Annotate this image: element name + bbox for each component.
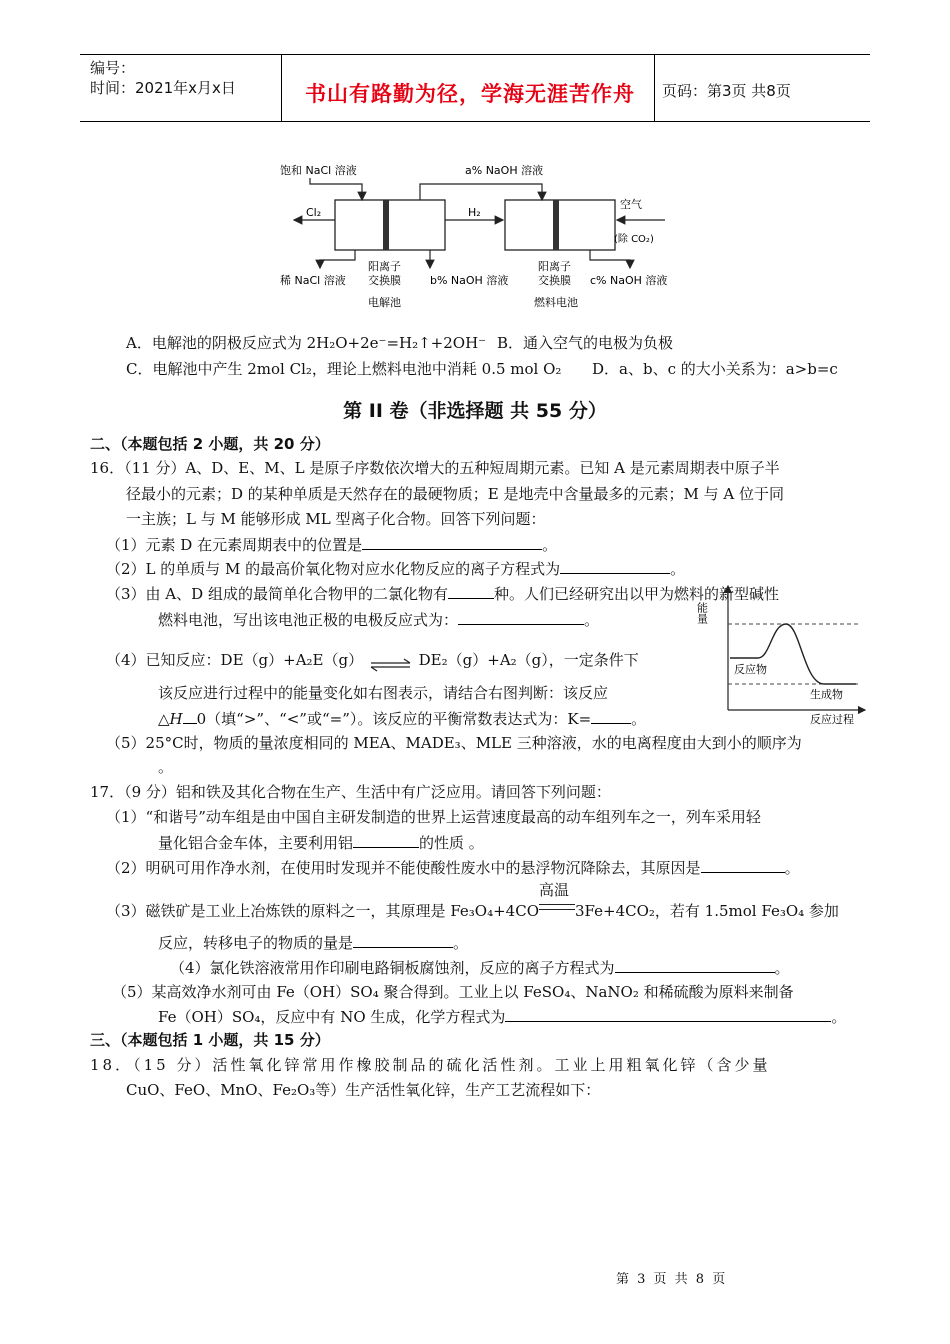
energy-reactant-label: 反应物: [734, 663, 767, 676]
q16-sub3-end: 。: [584, 611, 600, 629]
feed-line-naoh: [420, 184, 542, 200]
q17-sub2: [106, 857, 800, 878]
q16-sub3-cont: [158, 609, 599, 630]
q16-sub2-text: （2）L 的单质与 M 的最高价氧化物对应水化物反应的离子方程式为: [106, 560, 561, 578]
q16-sub1-end: 。: [542, 536, 558, 554]
q16-sub4-text-a: （4）已知反应：DE（g）+A₂E（g）: [106, 651, 364, 669]
q17-sub5b-text: Fe（OH）SO₄，反应中有 NO 生成，化学方程式为: [158, 1008, 506, 1026]
energy-product-label: 生成物: [810, 688, 843, 701]
label-sat-nacl: 饱和 NaCl 溶液: [280, 164, 357, 177]
q17-sub1b: [158, 832, 484, 853]
q17-sub2-end: 。: [784, 859, 800, 877]
header-divider-1: [281, 54, 282, 122]
q16-sub2: [106, 558, 685, 579]
label-membrane-1b: 交换膜: [368, 274, 401, 287]
fuel-cell-box: [505, 200, 615, 250]
q17-sub4: [170, 957, 790, 978]
label-air-note: (除 CO₂): [614, 234, 654, 245]
q16-sub1: [106, 534, 557, 555]
q16-sub3: [106, 583, 779, 604]
q16-line1: 16．（11 分）A、D、E、M、L 是原子序数依次增大的五种短周期元素。已知 A 是元素周期表中原子半: [90, 459, 780, 477]
time-label: 时间：2021年x月x日: [90, 79, 236, 97]
q16-sub4-text-d: 0（填“>”、“<”或“=”）。该反应的平衡常数表达式为：K=: [196, 710, 592, 728]
q16-sub4-end: 。: [631, 710, 647, 728]
option-a: A．电解池的阴极反应式为 2H₂O+2e⁻=H₂↑+2OH⁻: [126, 334, 487, 352]
q17-sub3: [106, 881, 839, 921]
q17-sub1-blank[interactable]: [353, 832, 419, 848]
out-line-nacl: [320, 250, 355, 268]
q16-sub4-blank-a[interactable]: [183, 708, 197, 724]
label-electrolysis-cell: 电解池: [368, 296, 401, 309]
q16-sub5: （5）25°C时，物质的量浓度相同的 MEA、MADE₃、MLE 三种溶液，水的电离程度由大到小的顺序为: [106, 734, 802, 752]
page-footer: 第 3 页 共 8 页: [616, 1272, 728, 1287]
q17-sub3-end: 。: [453, 934, 469, 952]
out-line-naoh-c: [590, 250, 630, 268]
q17-sub4-end: 。: [774, 959, 790, 977]
energy-diagram: [695, 580, 870, 726]
electrolysis-cell-box: [335, 200, 445, 250]
feed-line-nacl: [310, 178, 362, 200]
q17-sub5a: （5）某高效净水剂可由 Fe（OH）SO₄ 聚合得到。工业上以 FeSO₄、NaNO₂ 和稀硫酸为原料来制备: [112, 983, 794, 1001]
header-left: [90, 58, 236, 98]
part-3-heading: 三、（本题包括 1 小题，共 15 分）: [90, 1031, 330, 1049]
part-2-heading: 二、（本题包括 2 小题，共 20 分）: [90, 435, 330, 453]
option-d: D．a、b、c 的大小关系为：a>b=c: [592, 360, 838, 378]
q16-sub4-line2: 该反应进行过程中的能量变化如右图表示，请结合右图判断：该反应: [158, 684, 609, 702]
membrane-1: [383, 200, 389, 250]
delta-h-symbol: △H: [158, 710, 183, 728]
header-top-rule: [80, 54, 870, 55]
q16-sub4-blank-b[interactable]: [591, 708, 631, 724]
reaction-condition-label: 高温: [539, 881, 570, 899]
q16-sub2-end: 。: [670, 560, 686, 578]
equals-sign-icon: [539, 904, 575, 910]
energy-xlabel: 反应过程: [810, 713, 854, 726]
membrane-2: [553, 200, 559, 250]
energy-ylabel: 能量: [695, 602, 709, 624]
q16-sub5-end: 。: [158, 758, 174, 776]
q17-sub3-text-b: 3Fe+4CO₂，若有 1.5mol Fe₃O₄ 参加: [575, 902, 839, 920]
label-dilute-nacl: 稀 NaCl 溶液: [280, 274, 346, 287]
label-cl2: Cl₂: [306, 206, 322, 219]
label-naoh-a: a% NaOH 溶液: [465, 164, 544, 177]
q16-sub4: [106, 650, 639, 671]
header-page-info: 页码：第3页 共8页: [662, 82, 791, 100]
section-2-title: 第 II 卷（非选择题 共 55 分）: [343, 400, 607, 422]
q16-sub3-text-b: 种。人们已经研究出以甲为燃料的新型碱性: [493, 585, 779, 603]
label-naoh-c: c% NaOH 溶液: [590, 274, 668, 287]
label-membrane-1: 阳离子: [368, 260, 401, 273]
label-fuel-cell: 燃料电池: [534, 296, 578, 309]
q16-sub3-text-c: 燃料电池，写出该电池正极的电极反应式为：: [158, 611, 459, 629]
q16-sub3-blank-b[interactable]: [458, 609, 584, 625]
q16-sub1-blank[interactable]: [362, 534, 542, 550]
q17-sub4-text: （4）氯化铁溶液常用作印刷电路铜板腐蚀剂，反应的离子方程式为: [170, 959, 615, 977]
option-b: B．通入空气的电极为负极: [497, 334, 674, 352]
q17-line1: 17．（9 分）铝和铁及其化合物在生产、生活中有广泛应用。请回答下列问题：: [90, 783, 611, 801]
q17-sub1b-text: 量化铝合金车体，主要利用铝: [158, 834, 354, 852]
q18-line1: 18．（15 分）活性氧化锌常用作橡胶制品的硫化活性剂。工业上用粗氧化锌（含少量: [90, 1056, 771, 1074]
q16-sub4-line3: [158, 708, 646, 729]
reaction-condition: [539, 881, 575, 916]
q17-sub5-end: 。: [831, 1008, 847, 1026]
header-divider-2: [654, 54, 655, 122]
q17-sub5-blank[interactable]: [505, 1006, 831, 1022]
q17-sub3-blank[interactable]: [353, 932, 453, 948]
option-c: C．电解池中产生 2mol Cl₂，理论上燃料电池中消耗 0.5 mol O₂: [126, 360, 562, 378]
electrolysis-diagram: [280, 160, 680, 315]
header-bottom-rule: [80, 121, 870, 122]
label-air: 空气: [620, 198, 642, 211]
q17-sub2-text: （2）明矾可用作净水剂，在使用时发现并不能使酸性废水中的悬浮物沉降除去，其原因是: [106, 859, 701, 877]
q17-sub3-text-c: 反应，转移电子的物质的量是: [158, 934, 354, 952]
q17-sub5b: [158, 1006, 846, 1027]
q17-sub2-blank[interactable]: [701, 857, 785, 873]
q17-sub1b-end: 的性质 。: [419, 834, 484, 852]
header-motto: 书山有路勤为径，学海无涯苦作舟: [305, 82, 635, 106]
q17-sub4-blank[interactable]: [615, 957, 775, 973]
q16-sub4-text-b: DE₂（g）+A₂（g），一定条件下: [418, 651, 639, 669]
q16-sub3-text: （3）由 A、D 组成的最简单化合物甲的二氯化物有: [106, 585, 448, 603]
equilibrium-arrow-icon: [368, 651, 414, 671]
q16-line3: 一主族；L 与 M 能够形成 ML 型离子化合物。回答下列问题：: [126, 510, 546, 528]
q17-sub3-text-a: （3）磁铁矿是工业上冶炼铁的原料之一，其原理是 Fe₃O₄+4CO: [106, 902, 539, 920]
q16-sub1-text: （1）元素 D 在元素周期表中的位置是: [106, 536, 363, 554]
q18-line2: CuO、FeO、MnO、Fe₂O₃等）生产活性氧化锌，生产工艺流程如下：: [126, 1081, 601, 1099]
q17-sub1a: （1）“和谐号”动车组是由中国自主研发制造的世界上运营速度最高的动车组列车之一，列车采用轻: [106, 808, 761, 826]
label-h2: H₂: [468, 206, 481, 219]
q16-sub3-blank-a[interactable]: [448, 583, 494, 599]
number-label: 编号：: [90, 59, 136, 77]
q17-sub3-cont: [158, 932, 468, 953]
label-membrane-2: 阳离子: [538, 260, 571, 273]
q16-sub2-blank[interactable]: [560, 558, 670, 574]
label-membrane-2b: 交换膜: [538, 274, 571, 287]
q16-line2: 径最小的元素；D 的某种单质是天然存在的最硬物质；E 是地壳中含量最多的元素；M 与 A 位于同: [126, 485, 785, 503]
label-naoh-b: b% NaOH 溶液: [430, 274, 509, 287]
